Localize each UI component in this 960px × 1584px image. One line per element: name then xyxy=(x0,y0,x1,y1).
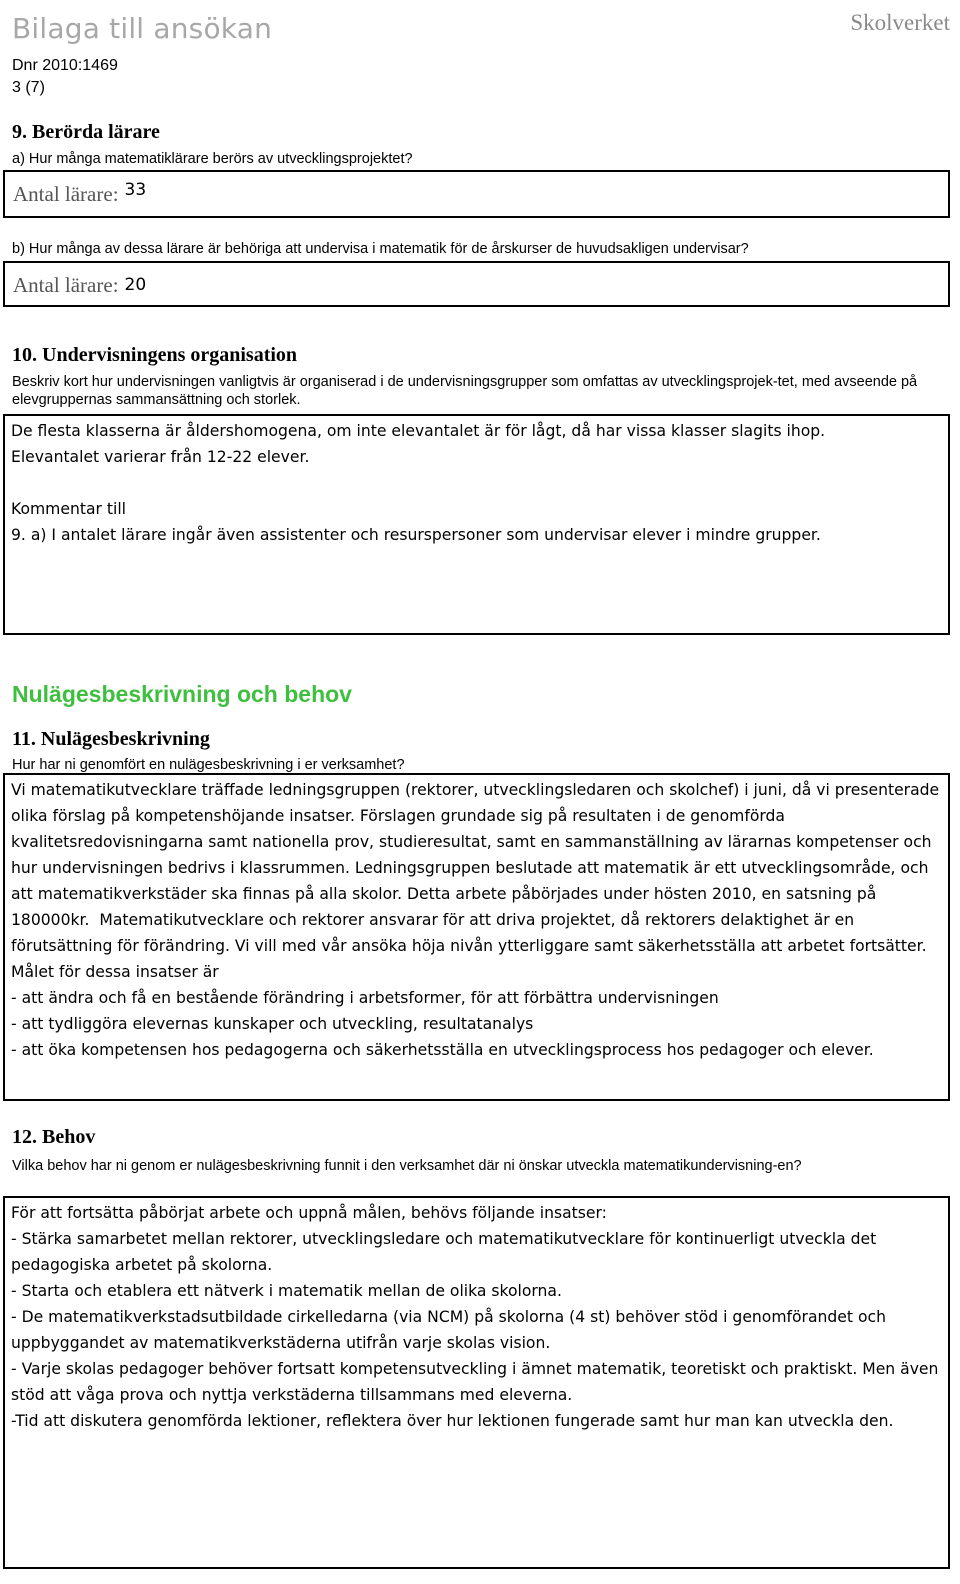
teacher-count-field-a[interactable] xyxy=(3,170,950,218)
teacher-count-value-b: 20 xyxy=(124,275,147,295)
section-11-question: Hur har ni genomfört en nulägesbeskrivning i er verksamhet? xyxy=(12,757,405,773)
section-12-heading: 12. Behov xyxy=(12,1126,96,1148)
section-12-answer-field[interactable]: För att fortsätta påbörjat arbete och uppnå målen, behövs följande insatser: - Stärka samarbetet mellan rektorer, utvecklingsledare och matematikutvecklare för kontinuerligt utveckla det pedagogiska arbetet på skolorna. - Starta och etablera ett nätverk i matematik mellan de olika skolorna. - De matematikverkstadsutbildade cirkelledarna (via NCM) på skolorna (4 st) behöver stöd i genomförandet och uppbyggandet av matematikverkstäderna utifrån varje skolas vision. - Varje skolas pedagoger behöver fortsatt kompetensutveckling i ämnet matematik, teoretiskt och praktiskt. Men även stöd att våga prova och nyttja verkstäderna tillsammans med eleverna. -Tid att diskutera genomförda lektioner, reflektera över hur lektionen fungerade samt hur man kan utveckla den. xyxy=(3,1196,950,1569)
document-title: Bilaga till ansökan xyxy=(12,12,273,45)
section-9b-question: b) Hur många av dessa lärare är behöriga att undervisa i matematik för de årskurser de huvudsakligen undervisar? xyxy=(12,241,749,257)
section-9a-question: a) Hur många matematiklärare berörs av utvecklingsprojektet? xyxy=(12,151,413,167)
teacher-count-value-a: 33 xyxy=(124,180,147,200)
teacher-count-label-b: Antal lärare: xyxy=(13,273,119,297)
section-11-answer-field[interactable]: Vi matematikutvecklare träffade ledningsgruppen (rektorer, utvecklingsledaren och skolchef) i juni, då vi presenterade olika förslag på kompetenshöjande insatser. Förslagen grundade sig på resultaten i de genomförda kvalitetsredovisningarna samt nationella prov, studieresultat, samt en sammanställning av lärarnas kompetenser och hur undervisningen bedrivs i klassrummen. Ledningsgruppen beslutade att matematik är ett utvecklingsområde, och att matematikverkstäder ska finnas på alla skolor. Detta arbete påbörjades under hösten 2010, en satsning på 180000kr. Matematikutvecklare och rektorer ansvarar för att driva projektet, då rektorers delaktighet är en förutsättning för förändring. Vi vill med vår ansöka höja nivån ytterliggare samt säkerhetsställa att arbetet fortsätter. Målet för dessa insatser är - att ändra och få en bestående förändring i arbetsformer, för att förbättra undervisningen - att tydliggöra elevernas kunskaper och utveckling, resultatanalys - att öka kompetensen hos pedagogerna och säkerhetsställa en utvecklingsprocess hos pedagoger och elever. xyxy=(3,773,950,1101)
skolverket-logo: Skolverket xyxy=(850,10,950,35)
section-10-answer-field[interactable]: De flesta klasserna är åldershomogena, om inte elevantalet är för lågt, då har vissa klasser slagits ihop. Elevantalet varierar från 12-22 elever. Kommentar till 9. a) I antalet lärare ingår även assistenter och resurspersoner som undervisar elever i mindre grupper. xyxy=(3,414,950,635)
section-10-heading: 10. Undervisningens organisation xyxy=(12,344,298,366)
section-12-question: Vilka behov har ni genom er nulägesbeskrivning funnit i den verksamhet där ni önskar utveckla matematikundervisning-en? xyxy=(12,1158,802,1174)
teacher-count-label-a: Antal lärare: xyxy=(13,182,119,206)
part-heading: Nulägesbeskrivning och behov xyxy=(12,681,352,707)
section-9-heading: 9. Berörda lärare xyxy=(12,121,160,143)
page-number: 3 (7) xyxy=(12,79,45,96)
teacher-count-field-b[interactable] xyxy=(3,261,950,307)
section-10-question: Beskriv kort hur undervisningen vanligtvis är organiserad i de undervisningsgrupper som omfattas av utvecklingsprojek-tet, med avseende på elevgruppernas sammansättning och storlek. xyxy=(12,374,918,408)
section-11-heading: 11. Nulägesbeskrivning xyxy=(12,728,210,750)
dnr-number: Dnr 2010:1469 xyxy=(12,57,118,74)
